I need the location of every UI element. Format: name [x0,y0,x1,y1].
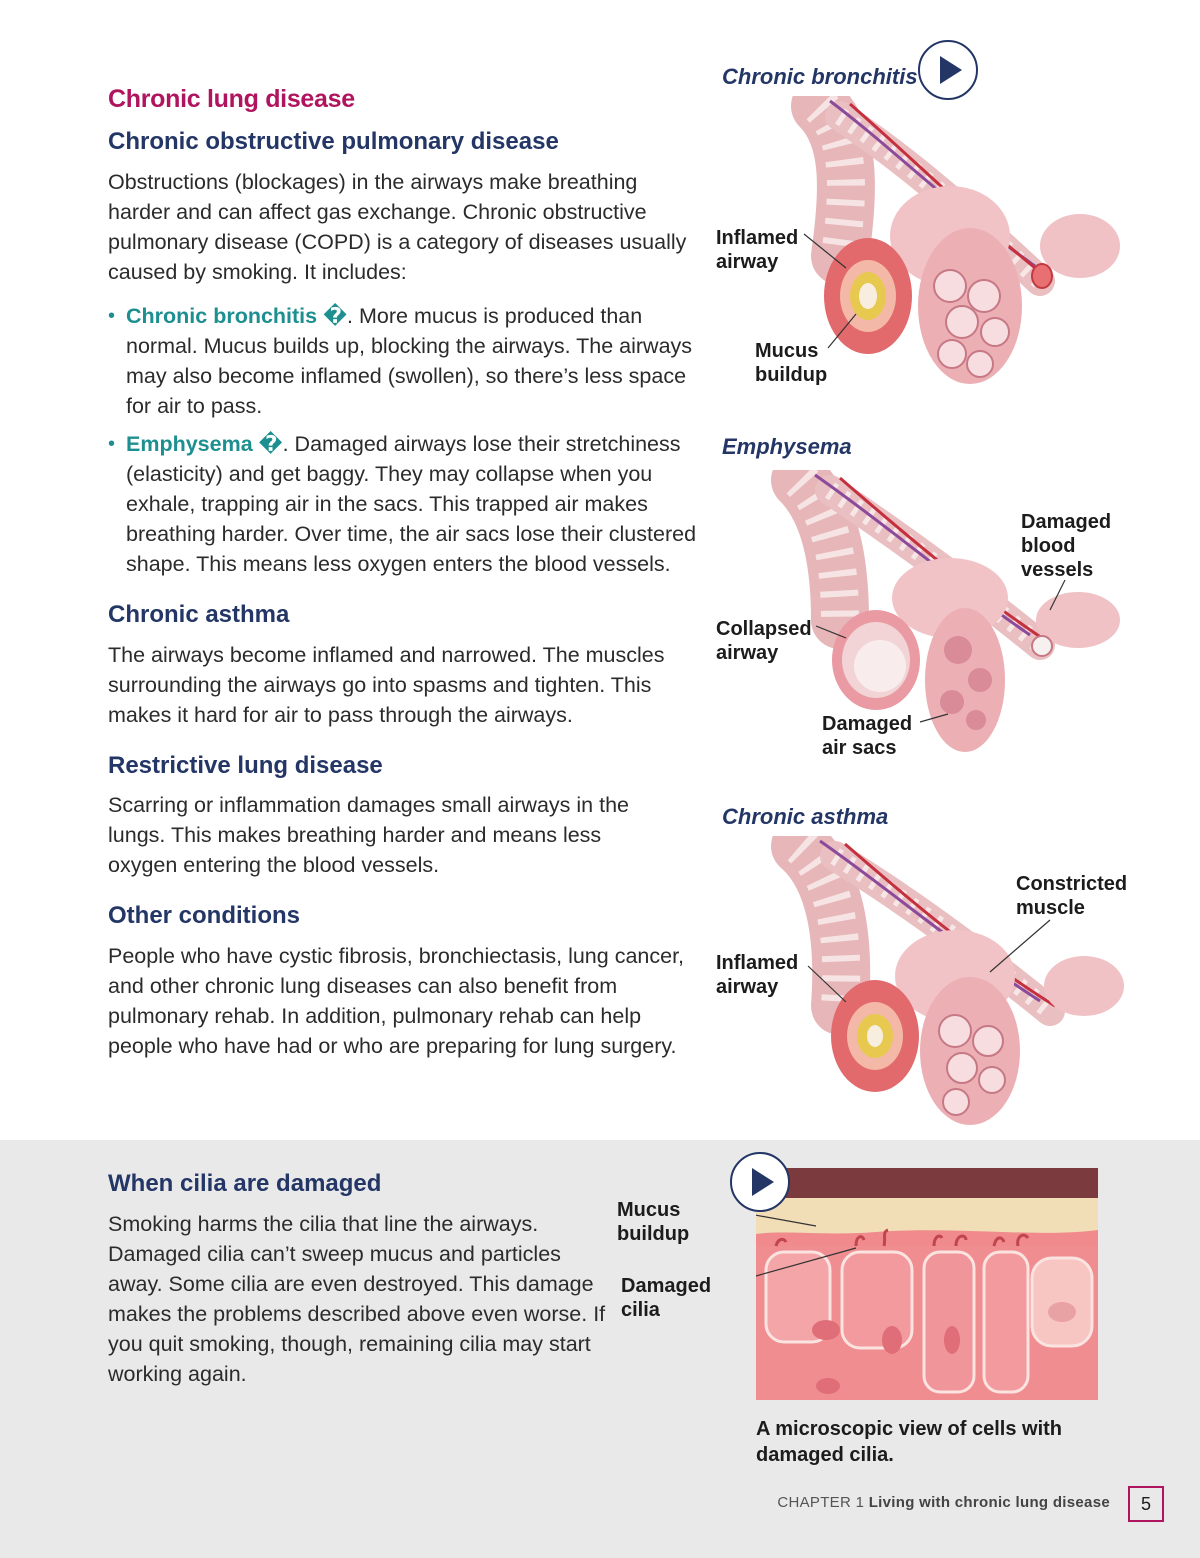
play-icon [732,1154,788,1210]
other-body: People who have cystic fibrosis, bronchiectasis, lung cancer, and other chronic lung diseases can also benefit from pulmonary rehab. In addition, pulmonary rehab can help people who have had or who are preparing for lung surgery. [108,944,685,1059]
figure-title-asthma: Chronic asthma [722,804,889,829]
label-inflamed-airway-asthma: Inflamed airway [716,952,799,998]
chapter-name: Living with chronic lung disease [868,1494,1110,1511]
asthma-body: The airways become inflamed and narrowed. The muscles surrounding the airways go into spasms and tighten. This makes it hard for air to pass through the airways. [108,642,665,727]
main-text-column [108,84,700,1061]
label-mucus-buildup: Mucus buildup [755,340,828,386]
cilia-text [108,1170,608,1389]
chapter-number: CHAPTER 1 [777,1494,865,1511]
play-video-button-cilia[interactable] [730,1152,790,1212]
restrictive-heading: Restrictive lung disease [108,751,383,779]
video-link-icon[interactable]: � [323,303,348,328]
label-constricted-muscle: Constricted muscle [1016,873,1128,919]
restrictive-body: Scarring or inflammation damages small airways in the lungs. This makes breathing harder and means less oxygen entering the blood vessels. [108,793,629,878]
play-video-button[interactable] [918,40,978,100]
play-icon [920,42,976,98]
figure-title-emphysema: Emphysema [722,434,852,459]
bullet-dot: • [108,432,116,455]
label-damaged-cilia: Damaged cilia [621,1275,712,1321]
list-item [108,301,700,421]
cilia-body: Smoking harms the cilia that line the airways. Damaged cilia can’t sweep mucus and particles away. Some cilia are even destroyed. This damage makes the problems described above even worse. If you quit smoking, though, remaining cilia may start working again. [108,1211,606,1386]
copd-list [108,301,700,579]
label-inflamed-airway: Inflamed airway [716,227,799,273]
asthma-heading: Chronic asthma [108,600,290,628]
bullet-dot: • [108,304,116,327]
list-item-text: . More mucus is produced than normal. Mucus builds up, blocking the airways. The airways may also become inflamed (swollen), so there’s less space for air to pass. [126,303,693,418]
label-cilia-mucus-buildup: Mucus buildup [617,1199,690,1245]
video-link-icon[interactable]: � [258,431,283,456]
label-collapsed-airway: Collapsed airway [716,618,812,664]
copd-body: Obstructions (blockages) in the airways make breathing harder and can affect gas exchange. Chronic obstructive pulmonary disease (COPD) is a category of diseases usually caused by smoking. It includes: [108,169,687,284]
cilia-microscopic-illustration [756,1168,1098,1400]
footer-chapter [777,1494,1110,1511]
list-item-text: . Damaged airways lose their stretchiness (elasticity) and get baggy. They may collapse when you exhale, trapping air in the sacs. This trapped air makes breathing harder. Over time, the air sacs lose their clustered shape. This means less oxygen enters the blood vessels. [126,431,697,576]
list-item [108,429,700,579]
cilia-heading: When cilia are damaged [108,1170,382,1197]
label-damaged-blood-vessels: Damaged blood vessels [1021,511,1112,581]
copd-heading: Chronic obstructive pulmonary disease [108,128,559,155]
term-emphysema: Emphysema [126,431,253,456]
label-damaged-air-sacs: Damaged air sacs [822,713,913,759]
other-heading: Other conditions [108,902,300,930]
figure-title-bronchitis: Chronic bronchitis [722,64,918,89]
term-chronic-bronchitis: Chronic bronchitis [126,303,318,328]
section-title: Chronic lung disease [108,85,355,113]
page-number: 5 [1128,1486,1164,1522]
figure-caption: A microscopic view of cells with damaged cilia. [756,1418,1063,1466]
